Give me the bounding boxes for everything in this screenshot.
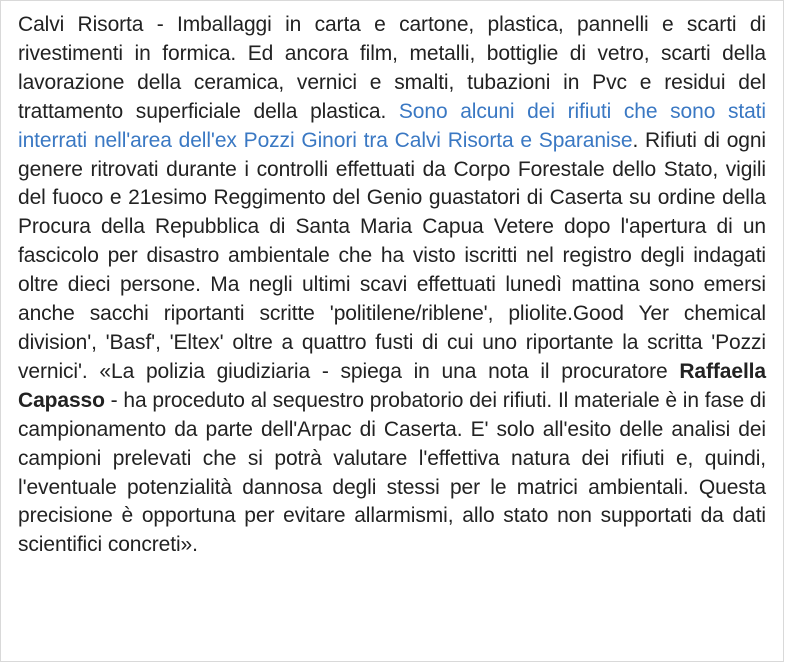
article-text-end: - ha proceduto al sequestro probatorio dei rifiuti. Il materiale è in fase di campionamento da parte dell'Arpac di Caserta. E' solo all'esito delle analisi dei campioni prelevati che si potrà valutare l'effettiva natura dei rifiuti e, quindi, l'eventuale potenzialità dannosa degli stessi per le matrici ambientali. Questa precisione è opportuna per evitare allarmismi, allo stato non supportati da dati scientifici concreti».: [18, 388, 766, 557]
prosecutor-name: Raffaella Capasso: [18, 359, 766, 412]
article-paragraph: [18, 11, 766, 560]
article-link[interactable]: Sono alcuni dei rifiuti che sono stati interrati nell'area dell'ex Pozzi Ginori tra Calvi Risorta e Sparanise: [18, 99, 766, 152]
article-text-intro: Calvi Risorta - Imballaggi in carta e cartone, plastica, pannelli e scarti di rivestimenti in formica. Ed ancora film, metalli, bottiglie di vetro, scarti della lavorazione della ceramica, vernici e smalti, tubazioni in Pvc e residui del trattamento superficiale della plastica.: [18, 13, 766, 123]
article-text-middle: . Rifiuti di ogni genere ritrovati durante i controlli effettuati da Corpo Forestale dello Stato, vigili del fuoco e 21esimo Reggimento del Genio guastatori di Caserta su ordine della Procura della Repubblica di Santa Maria Capua Vetere dopo l'apertura di un fascicolo per disastro ambientale che ha visto iscritti nel registro degli indagati oltre dieci persone. Ma negli ultimi scavi effettuati lunedì mattina sono emersi anche sacchi riportanti scritte 'politilene/riblene', pliolite.Good Yer chemical division', 'Basf', 'Eltex' oltre a quattro fusti di cui uno riportante la scritta 'Pozzi vernici'. «La polizia giudiziaria - spiega in una nota il procuratore: [18, 128, 767, 383]
